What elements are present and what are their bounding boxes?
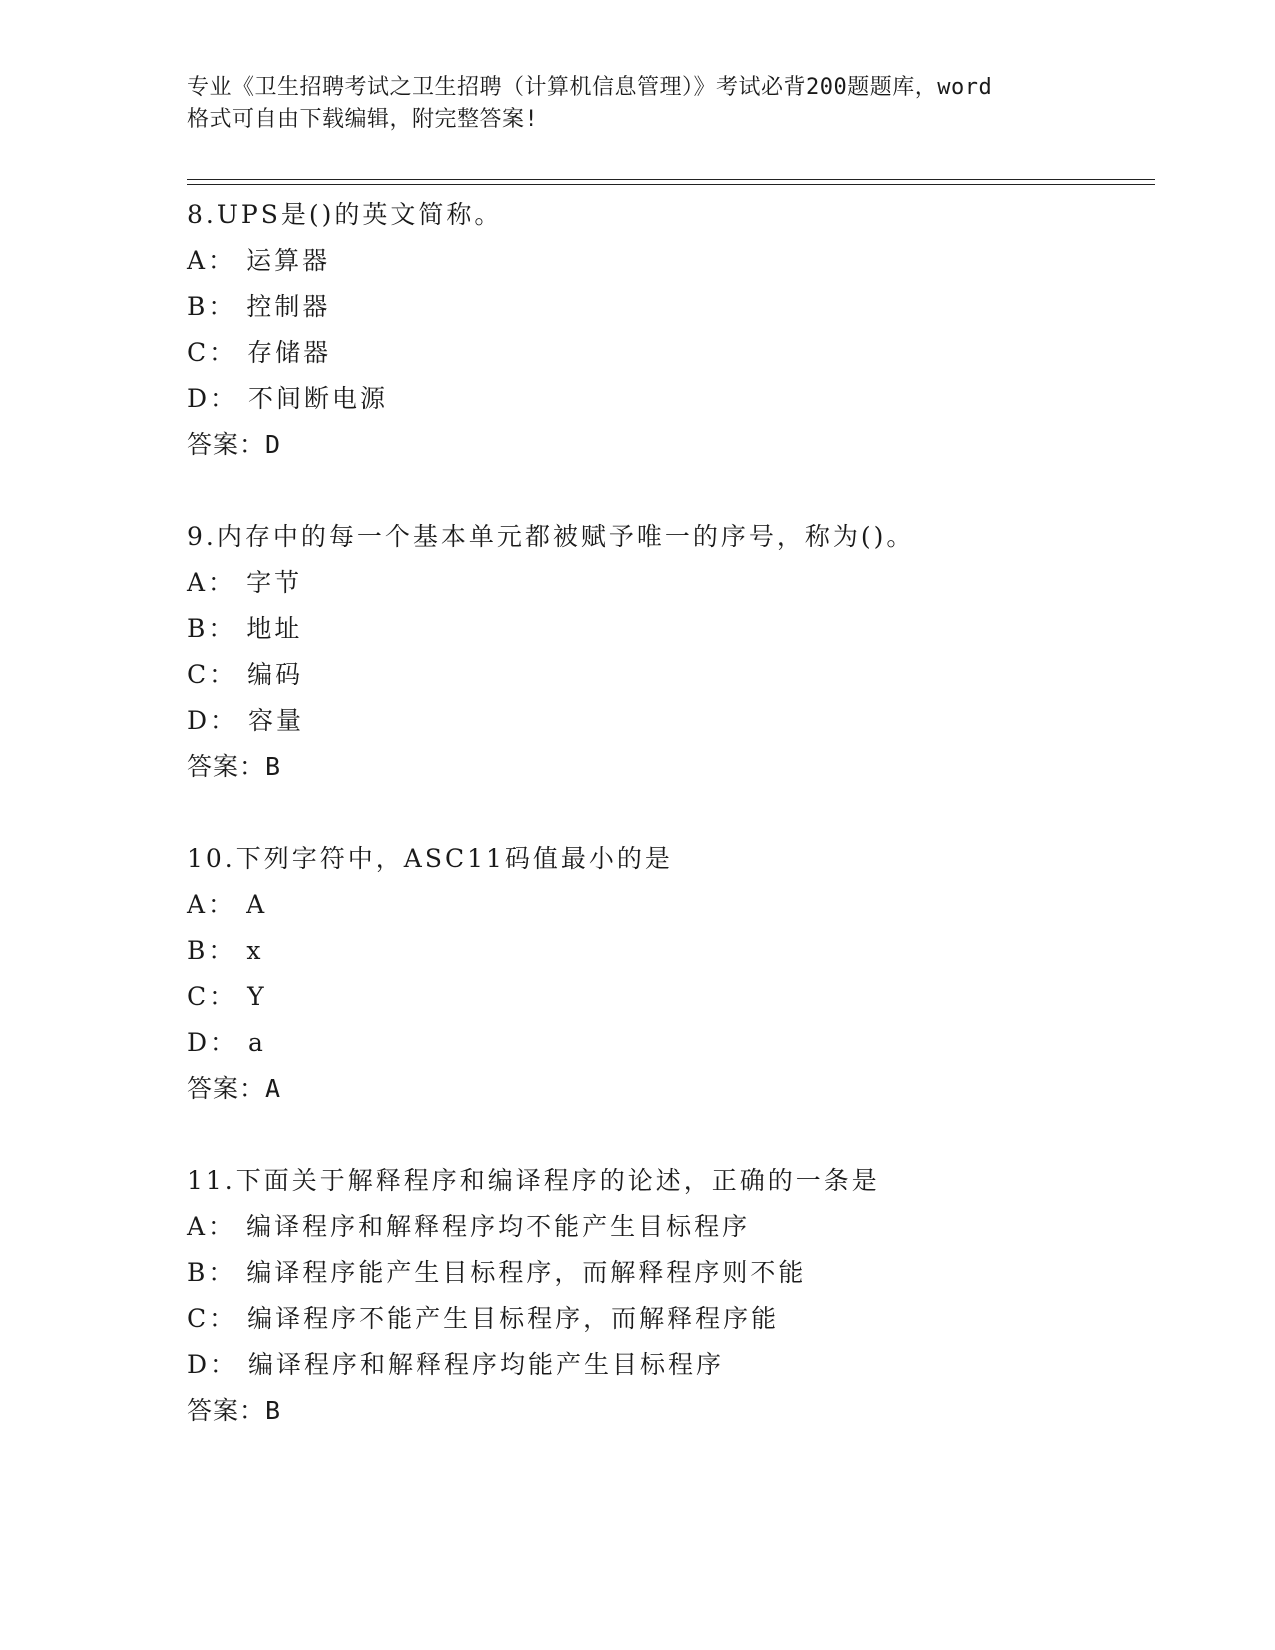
header-divider-bottom <box>187 184 1155 185</box>
option-text: 编译程序和解释程序均能产生目标程序 <box>248 1350 725 1379</box>
option-d <box>187 376 1155 422</box>
option-text: A <box>246 890 268 919</box>
option-b <box>187 606 1155 652</box>
option-text: 地址 <box>246 614 303 643</box>
option-label: B： <box>187 1258 237 1287</box>
option-b <box>187 928 1155 974</box>
option-text: 不间断电源 <box>248 384 389 413</box>
header-line-2: 格式可自由下载编辑，附完整答案! <box>187 107 539 132</box>
option-b <box>187 1250 1155 1296</box>
answer-line: 答案：D <box>187 430 282 459</box>
question-stem: 11.下面关于解释程序和编译程序的论述，正确的一条是 <box>187 1166 880 1195</box>
question-stem: 9.内存中的每一个基本单元都被赋予唯一的序号，称为()。 <box>187 522 915 551</box>
option-a <box>187 238 1155 284</box>
option-text: 编码 <box>247 660 304 689</box>
option-text: 编译程序和解释程序均不能产生目标程序 <box>246 1212 751 1241</box>
option-label: A： <box>187 246 237 275</box>
option-label: C： <box>187 660 238 689</box>
option-text: a <box>248 1028 266 1057</box>
option-label: C： <box>187 982 238 1011</box>
option-label: D： <box>187 1350 239 1379</box>
question-10 <box>187 836 1155 1112</box>
option-a <box>187 560 1155 606</box>
option-label: B： <box>187 614 237 643</box>
question-8 <box>187 192 1155 468</box>
option-text: 编译程序不能产生目标程序，而解释程序能 <box>247 1304 780 1333</box>
option-d <box>187 1342 1155 1388</box>
answer-line: 答案：B <box>187 1396 282 1425</box>
answer-line: 答案：A <box>187 1074 282 1103</box>
option-label: C： <box>187 338 238 367</box>
option-text: 容量 <box>248 706 305 735</box>
option-label: A： <box>187 890 237 919</box>
option-label: D： <box>187 706 239 735</box>
header-divider-top <box>187 179 1155 180</box>
option-c <box>187 652 1155 698</box>
option-a <box>187 1204 1155 1250</box>
question-list <box>187 192 1155 1480</box>
option-label: C： <box>187 1304 238 1333</box>
answer-line: 答案：B <box>187 752 282 781</box>
option-text: x <box>246 936 264 965</box>
option-text: 控制器 <box>246 292 331 321</box>
option-label: D： <box>187 384 239 413</box>
option-label: B： <box>187 936 237 965</box>
question-stem: 8.UPS是()的英文简称。 <box>187 200 503 229</box>
header-line-1: 专业《卫生招聘考试之卫生招聘（计算机信息管理）》考试必背200题题库，word <box>187 75 993 100</box>
option-c <box>187 1296 1155 1342</box>
option-d <box>187 698 1155 744</box>
option-text: 字节 <box>246 568 303 597</box>
option-label: A： <box>187 568 237 597</box>
option-c <box>187 974 1155 1020</box>
document-header <box>187 72 1087 136</box>
option-d <box>187 1020 1155 1066</box>
option-text: 编译程序能产生目标程序，而解释程序则不能 <box>246 1258 807 1287</box>
option-b <box>187 284 1155 330</box>
option-text: 存储器 <box>247 338 332 367</box>
option-text: Y <box>247 982 267 1011</box>
option-label: B： <box>187 292 237 321</box>
question-stem: 10.下列字符中，ASC11码值最小的是 <box>187 844 673 873</box>
question-9 <box>187 514 1155 790</box>
option-label: D： <box>187 1028 239 1057</box>
question-11 <box>187 1158 1155 1434</box>
option-a <box>187 882 1155 928</box>
option-label: A： <box>187 1212 237 1241</box>
option-text: 运算器 <box>246 246 331 275</box>
option-c <box>187 330 1155 376</box>
